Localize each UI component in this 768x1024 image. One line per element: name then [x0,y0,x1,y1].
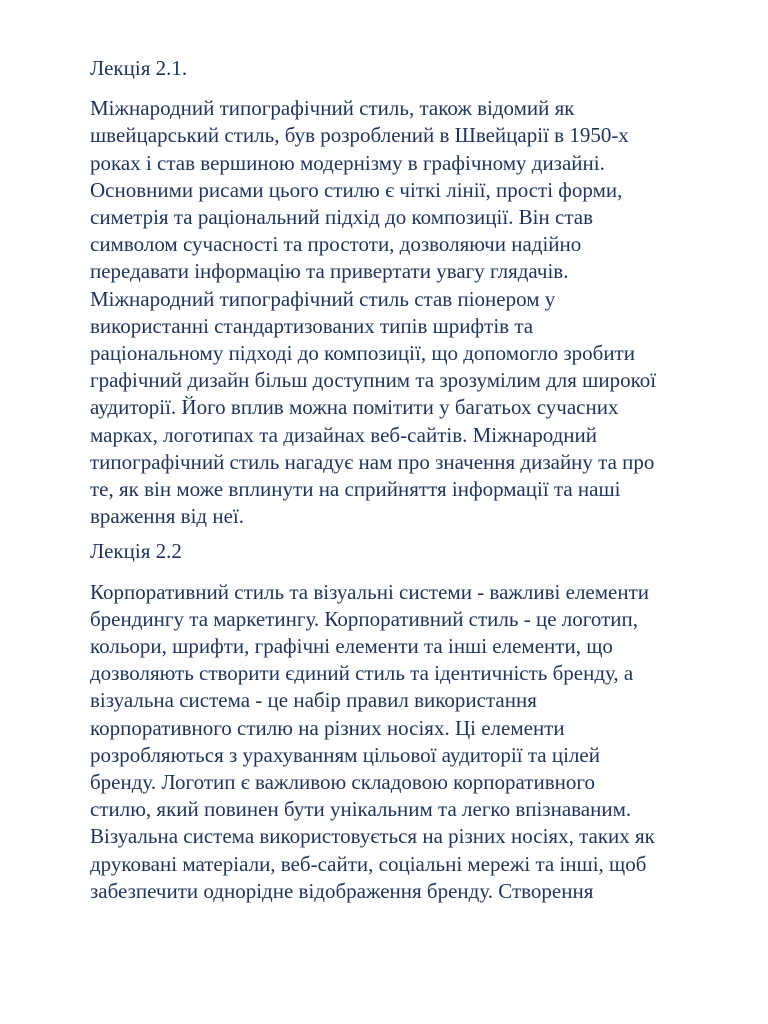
text-line: передавати інформацію та привертати увагу глядачів. [90,259,569,284]
text-line: Корпоративний стиль та візуальні системи - важливі елементи [90,579,650,604]
text-line: типографічний стиль нагадує нам про значення дизайну та про [90,449,655,474]
text-line: раціональному підході до композиції, що допомогло зробити [90,341,635,366]
text-line: дозволяють створити єдиний стиль та ідентичність бренду, а [90,661,634,686]
text-line: роках і став вершиною модернізму в графічному дизайні. [90,150,605,175]
text-line: Візуальна система використовується на різних носіях, таких як [90,824,655,849]
text-line: марках, логотипах та дизайнах веб-сайтів. Міжнародний [90,422,598,447]
text-line: графічний дизайн більш доступним та зрозумілим для широкої [90,368,657,393]
text-line: розробляються з урахуванням цільової аудиторії та цілей [90,742,600,767]
section-heading-lecture-2-1: Лекція 2.1. [90,56,188,80]
text-line: Міжнародний типографічний стиль, також відомий як [90,96,575,121]
text-line: забезпечити однорідне відображення бренду. Створення [90,878,594,903]
paragraph-corporate-style [90,579,730,905]
text-line: Основними рисами цього стилю є чіткі лінії, прості форми, [90,177,623,202]
text-line: швейцарський стиль, був розроблений в Швейцарії в 1950-х [90,123,629,148]
section-heading-lecture-2-2: Лекція 2.2 [90,539,182,564]
text-line: аудиторії. Його вплив можна помітити у багатьох сучасних [90,395,619,420]
text-line: те, як він може вплинути на сприйняття інформації та наші [90,477,621,502]
text-line: бренду. Логотип є важливою складовою корпоративного [90,770,595,795]
document-page [90,55,730,913]
text-line: візуальна система - це набір правил використання [90,688,537,713]
text-line: стилю, який повинен бути унікальним та легко впізнаваним. [90,797,632,822]
text-line: брендингу та маркетингу. Корпоративний стиль - це логотип, [90,606,638,631]
paragraph-international-typographic-style [90,95,730,530]
text-line: символом сучасності та простоти, дозволяючи надійно [90,232,582,257]
text-line: симетрія та раціональний підхід до композиції. Він став [90,205,593,230]
text-line: друковані матеріали, веб-сайти, соціальні мережі та інші, щоб [90,851,647,876]
text-line: кольори, шрифти, графічні елементи та інші елементи, що [90,634,613,659]
text-line: корпоративного стилю на різних носіях. Ці елементи [90,715,565,740]
text-line: використанні стандартизованих типів шрифтів та [90,313,534,338]
text-line: враження від неї. [90,504,245,529]
text-line: Міжнародний типографічний стиль став піонером у [90,286,556,311]
